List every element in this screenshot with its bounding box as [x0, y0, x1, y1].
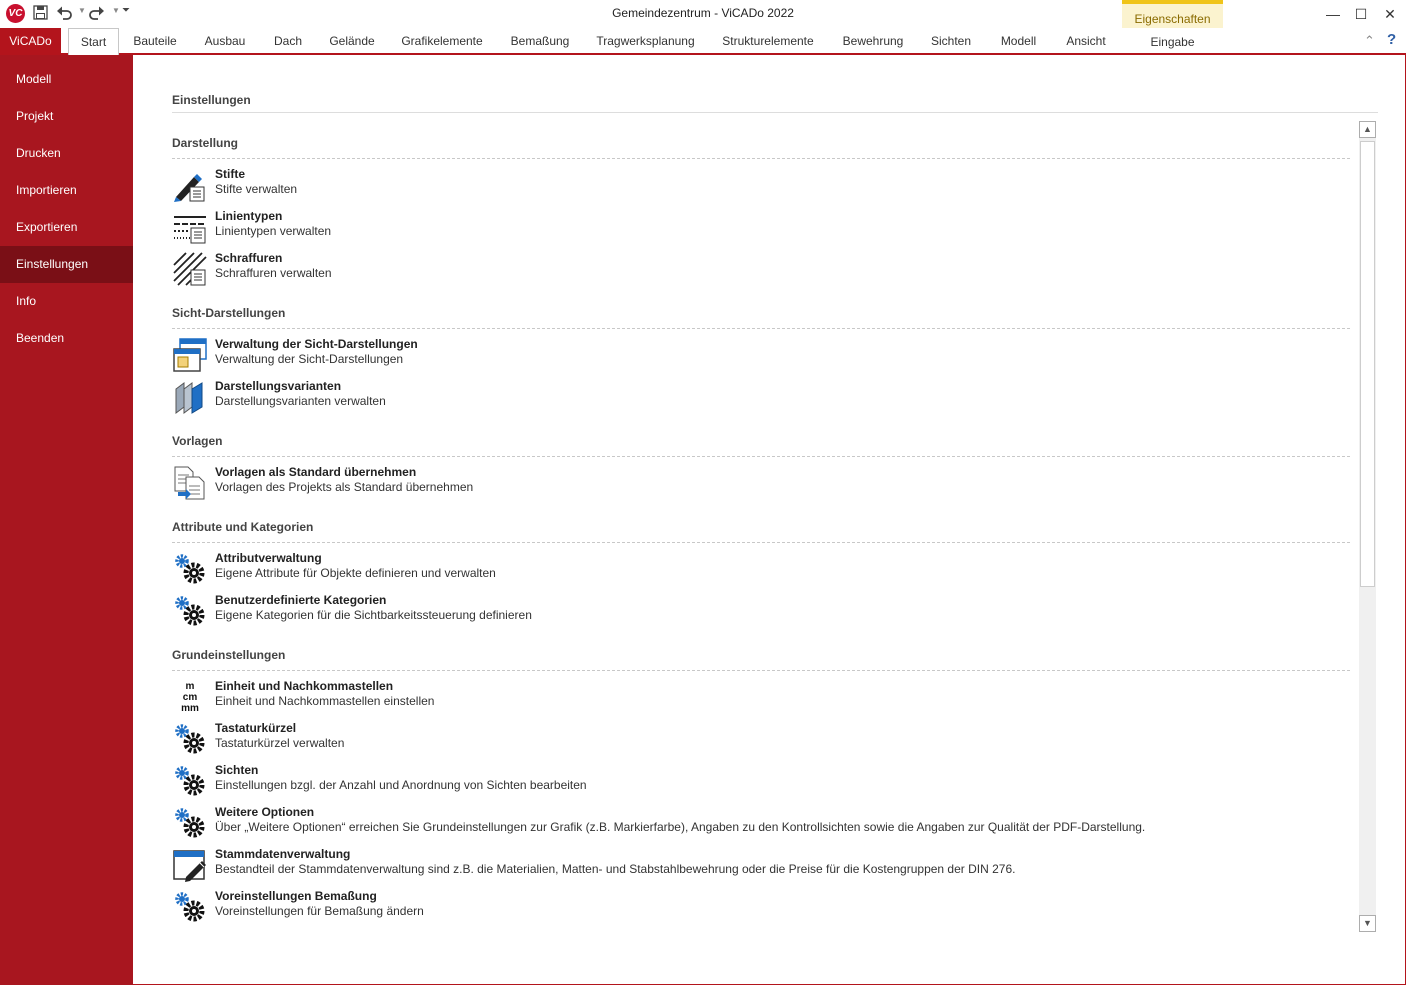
tab-dach[interactable]: Dach	[273, 34, 302, 48]
linetype-icon	[172, 209, 208, 245]
page-title: Einstellungen	[172, 93, 251, 107]
hatch-icon	[172, 251, 208, 287]
vertical-scrollbar[interactable]	[1359, 121, 1376, 932]
tab-gelaende[interactable]: Gelände	[329, 34, 375, 48]
section-divider	[172, 456, 1350, 457]
entry-description: Eigene Attribute für Objekte definieren und verwalten	[215, 566, 496, 580]
entry-title: Benutzerdefinierte Kategorien	[215, 593, 387, 607]
entry-description: Schraffuren verwalten	[215, 266, 332, 280]
tab-strukturelemente[interactable]: Strukturelemente	[722, 34, 814, 48]
scroll-thumb[interactable]	[1360, 141, 1375, 587]
entry-darstellungsvarianten[interactable]	[172, 379, 1342, 419]
app-logo-icon[interactable]: VC	[6, 4, 25, 23]
scroll-up-icon[interactable]: ▲	[1359, 121, 1376, 138]
section-heading-darstellung: Darstellung	[172, 136, 239, 150]
entry-description: Voreinstellungen für Bemaßung ändern	[215, 904, 424, 918]
sidebar-item-importieren[interactable]: Importieren	[16, 183, 77, 197]
scroll-down-icon[interactable]: ▼	[1359, 915, 1376, 932]
maximize-button[interactable]: ☐	[1354, 6, 1368, 22]
settings-content	[133, 55, 1406, 985]
section-heading-attribute-kategorien: Attribute und Kategorien	[172, 520, 314, 534]
entry-title: Verwaltung der Sicht-Darstellungen	[215, 337, 418, 351]
windows-icon	[172, 337, 208, 373]
sidebar-item-projekt[interactable]: Projekt	[16, 109, 54, 123]
backstage-sidebar	[0, 55, 133, 985]
entry-title: Attributverwaltung	[215, 551, 322, 565]
gears-icon	[172, 593, 208, 629]
entry-title: Tastaturkürzel	[215, 721, 297, 735]
entry-title: Einheit und Nachkommastellen	[215, 679, 394, 693]
entry-attributverwaltung[interactable]	[172, 551, 1342, 591]
units-icon-mm: mm	[181, 703, 199, 714]
sidebar-item-drucken[interactable]: Drucken	[16, 146, 61, 160]
redo-dropdown-icon[interactable]: ▼	[112, 6, 120, 15]
tab-modell[interactable]: Modell	[1000, 34, 1037, 48]
undo-dropdown-icon[interactable]: ▼	[78, 6, 86, 15]
units-icon-m: m	[185, 681, 195, 692]
section-heading-sicht-darstellungen: Sicht-Darstellungen	[172, 306, 286, 320]
section-heading-vorlagen: Vorlagen	[172, 434, 223, 448]
section-divider	[172, 158, 1350, 159]
tab-start[interactable]: Start	[68, 28, 119, 55]
tab-ausbau[interactable]: Ausbau	[204, 34, 246, 48]
entry-title: Schraffuren	[215, 251, 283, 265]
section-heading-grundeinstellungen: Grundeinstellungen	[172, 648, 286, 662]
gears-icon	[172, 805, 208, 841]
entry-description: Bestandteil der Stammdatenverwaltung sind z.B. die Materialien, Matten- und Stabstahlbewehrung oder die Preise für die Kostengruppen der DIN 276.	[215, 862, 1016, 876]
units-icon	[172, 679, 208, 715]
entry-voreinstellungen-bemassung[interactable]	[172, 889, 1342, 929]
entry-title: Voreinstellungen Bemaßung	[215, 889, 377, 903]
tab-eingabe[interactable]: Eingabe	[1150, 35, 1195, 49]
entry-stifte[interactable]	[172, 167, 1342, 207]
variants-icon	[172, 379, 208, 415]
gears-icon	[172, 721, 208, 757]
tab-bemassung[interactable]: Bemaßung	[510, 34, 570, 48]
entry-description: Vorlagen des Projekts als Standard übernehmen	[215, 480, 474, 494]
entry-title: Stammdatenverwaltung	[215, 847, 351, 861]
collapse-ribbon-icon[interactable]: ⌃	[1364, 33, 1375, 48]
gears-icon	[172, 551, 208, 587]
entry-description: Über „Weitere Optionen“ erreichen Sie Grundeinstellungen zur Grafik (z.B. Markierfarbe), Angaben zu den Kontrollsichten sowie die Angaben zur Qualität der PDF-Darstellung.	[215, 820, 1146, 834]
entry-title: Weitere Optionen	[215, 805, 315, 819]
entry-description: Stifte verwalten	[215, 182, 298, 196]
entry-vorlagen-standard[interactable]	[172, 465, 1342, 505]
entry-description: Tastaturkürzel verwalten	[215, 736, 345, 750]
entry-verwaltung-sicht-darstellungen[interactable]	[172, 337, 1342, 377]
entry-description: Verwaltung der Sicht-Darstellungen	[215, 352, 404, 366]
sidebar-item-info[interactable]: Info	[16, 294, 37, 308]
window-title: Gemeindezentrum - ViCADo 2022	[612, 6, 794, 20]
entry-weitere-optionen[interactable]	[172, 805, 1342, 845]
entry-sichten[interactable]	[172, 763, 1342, 803]
entry-title: Darstellungsvarianten	[215, 379, 342, 393]
sidebar-item-exportieren[interactable]: Exportieren	[16, 220, 78, 234]
masterdata-icon	[172, 847, 208, 883]
tab-bewehrung[interactable]: Bewehrung	[842, 34, 904, 48]
units-icon-cm: cm	[182, 692, 198, 703]
close-button[interactable]: ✕	[1384, 6, 1396, 22]
tab-grafikelemente[interactable]: Grafikelemente	[401, 34, 483, 48]
entry-stammdatenverwaltung[interactable]	[172, 847, 1342, 887]
entry-title: Vorlagen als Standard übernehmen	[215, 465, 417, 479]
tab-bauteile[interactable]: Bauteile	[133, 34, 177, 48]
section-divider	[172, 328, 1350, 329]
entry-linientypen[interactable]	[172, 209, 1342, 249]
section-divider	[172, 542, 1350, 543]
gears-icon	[172, 763, 208, 799]
entry-einheit-nachkommastellen[interactable]	[172, 679, 1342, 719]
entry-title: Stifte	[215, 167, 245, 181]
entry-description: Darstellungsvarianten verwalten	[215, 394, 386, 408]
sidebar-item-modell[interactable]: Modell	[16, 72, 52, 86]
file-tab[interactable]: ViCADo	[0, 28, 61, 53]
sidebar-item-beenden[interactable]: Beenden	[16, 331, 65, 345]
entry-benutzerdefinierte-kategorien[interactable]	[172, 593, 1342, 633]
tab-ansicht[interactable]: Ansicht	[1066, 34, 1106, 48]
context-group-label: Eigenschaften	[1134, 12, 1211, 26]
customize-qat-icon[interactable]: ⏷	[122, 5, 130, 16]
sidebar-item-einstellungen[interactable]: Einstellungen	[0, 246, 133, 283]
entry-description: Einstellungen bzgl. der Anzahl und Anordnung von Sichten bearbeiten	[215, 778, 587, 792]
entry-schraffuren[interactable]	[172, 251, 1342, 291]
gears-icon	[172, 889, 208, 925]
entry-description: Linientypen verwalten	[215, 224, 332, 238]
entry-description: Einheit und Nachkommastellen einstellen	[215, 694, 435, 708]
title-divider	[172, 112, 1378, 113]
section-divider	[172, 670, 1350, 671]
minimize-button[interactable]: —	[1326, 6, 1340, 22]
tab-tragwerksplanung[interactable]: Tragwerksplanung	[596, 34, 695, 48]
help-icon[interactable]: ?	[1387, 31, 1397, 48]
template-icon	[172, 465, 208, 501]
entry-tastaturkuerzel[interactable]	[172, 721, 1342, 761]
pen-icon	[172, 167, 208, 203]
entry-description: Eigene Kategorien für die Sichtbarkeitssteuerung definieren	[215, 608, 532, 622]
tab-sichten[interactable]: Sichten	[930, 34, 972, 48]
entry-title: Sichten	[215, 763, 259, 777]
entry-title: Linientypen	[215, 209, 283, 223]
